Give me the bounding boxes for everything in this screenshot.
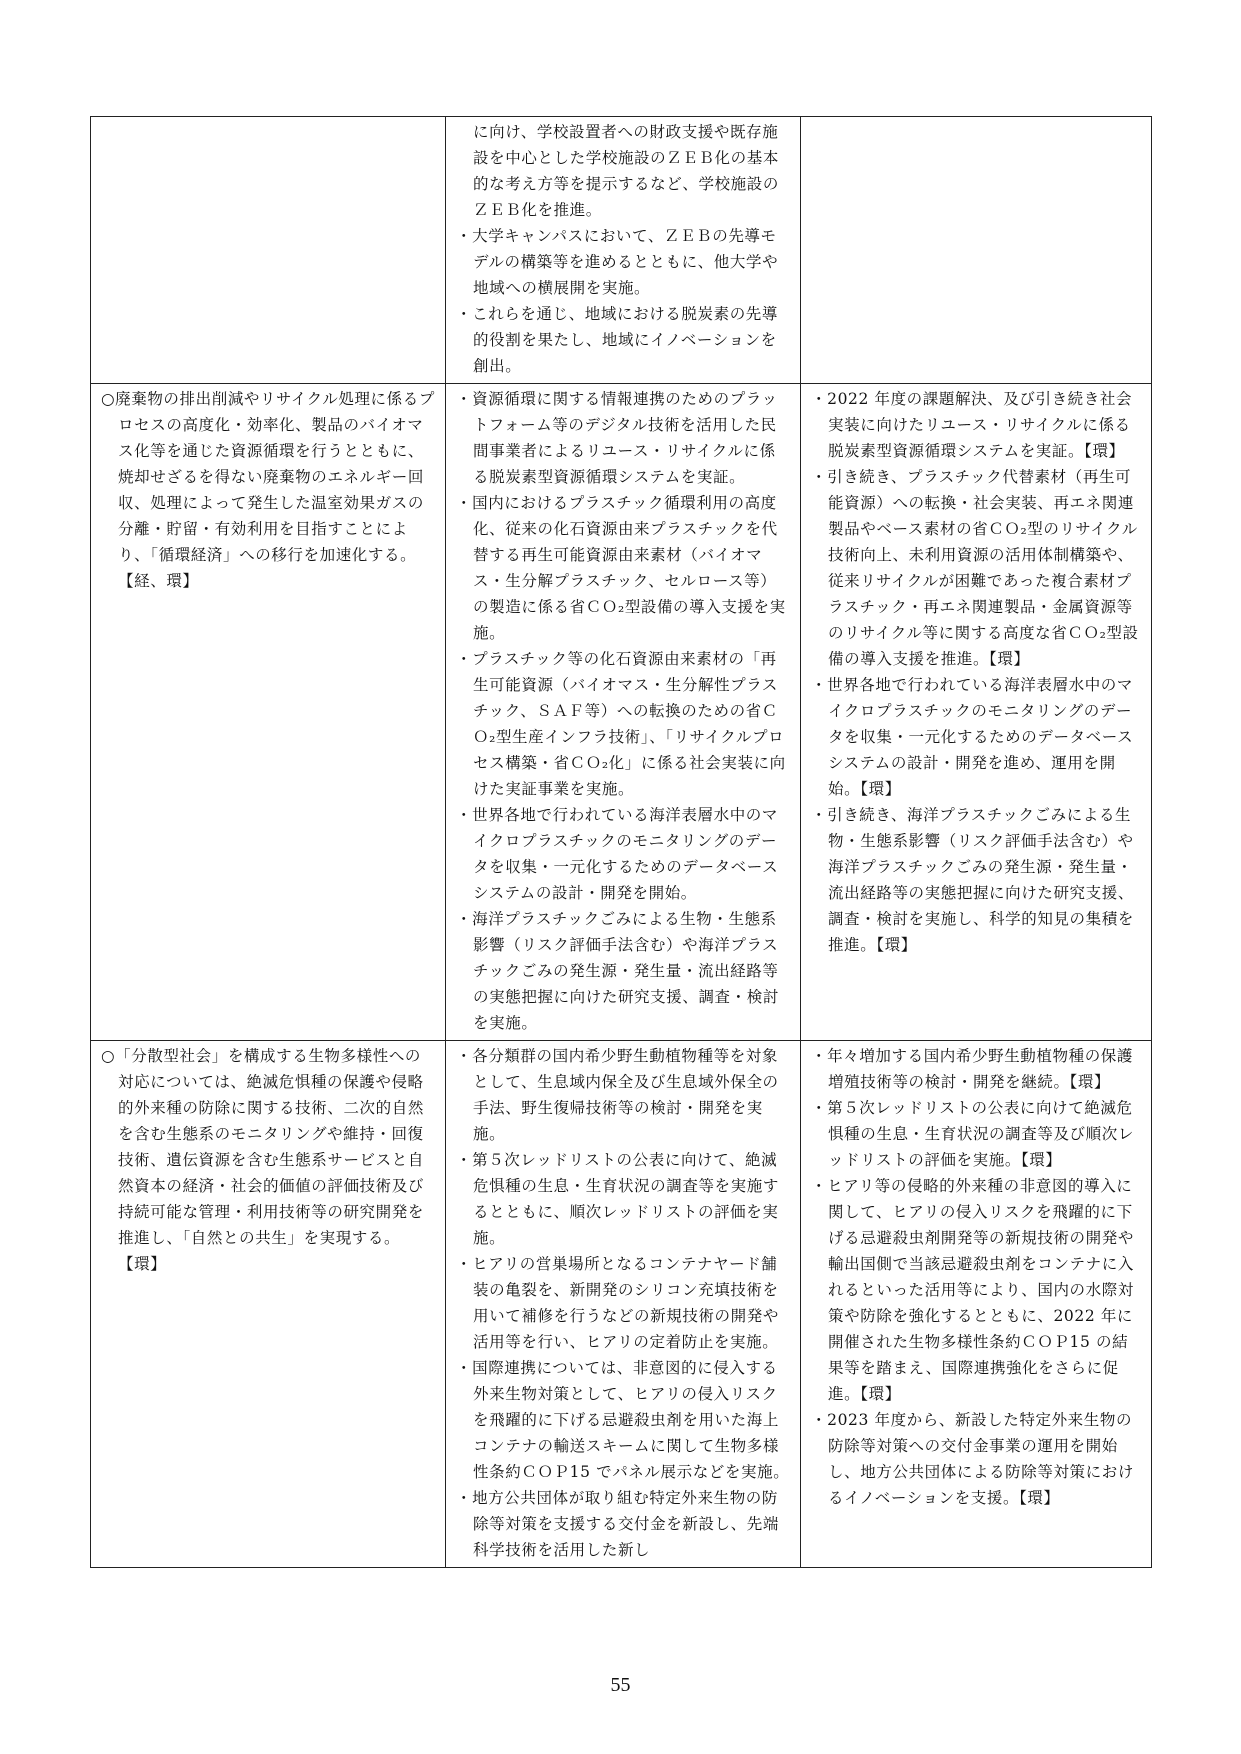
actions-cell — [446, 384, 801, 1041]
list-item: ・プラスチック等の化石資源由来素材の「再生可能資源（バイオマス・生分解性プラスチック、ＳＡＦ等）への転換のための省ＣＯ₂型生産インフラ技術」、「リサイクルプロセス構築・省ＣＯ₂化」に係る社会実装に向けた実証事業を実施。 — [456, 650, 786, 798]
goal-cell — [91, 117, 446, 384]
table-row — [91, 384, 1152, 1041]
actions-cell — [446, 1041, 801, 1568]
list-item: ・大学キャンパスにおいて、ＺＥＢの先導モデルの構築等を進めるとともに、他大学や地域への横展開を実施。 — [456, 227, 779, 297]
plans-cell — [801, 117, 1152, 384]
goal-cell — [91, 1041, 446, 1568]
list-item: ・2023 年度から、新設した特定外来生物の防除等対策への交付金事業の運用を開始し、地方公共団体による防除等対策におけるイノベーションを支援。【環】 — [811, 1411, 1134, 1507]
table-row — [91, 117, 1152, 384]
table-row — [91, 1041, 1152, 1568]
list-item: ・2022 年度の課題解決、及び引き続き社会実装に向けたリユース・リサイクルに係る脱炭素型資源循環システムを実証。【環】 — [811, 390, 1133, 460]
goal-text: ○廃棄物の排出削減やリサイクル処理に係るプロセスの高度化・効率化、製品のバイオマス化等を通じた資源循環を行うとともに、焼却せざるを得ない廃棄物のエネルギー回収、処理によって発生した温室効果ガスの分離・貯留・有効利用を目指すことにより、「循環経済」への移行を加速化する。【経、環】 — [101, 390, 435, 590]
page-number: 55 — [610, 1674, 631, 1696]
plans-cell — [801, 1041, 1152, 1568]
list-item: ・引き続き、プラスチック代替素材（再生可能資源）への転換・社会実装、再エネ関連製品やベース素材の省ＣＯ₂型のリサイクル技術向上、未利用資源の活用体制構築や、従来リサイクルが困難であった複合素材プラスチック・再エネ関連製品・金属資源等のリサイクル等に関する高度な省ＣＯ₂型設備の導入支援を推進。【環】 — [811, 468, 1139, 668]
list-item: ・世界各地で行われている海洋表層水中のマイクロプラスチックのモニタリングのデータを収集・一元化するためのデータベースシステムの設計・開発を進め、運用を開始。【環】 — [811, 676, 1134, 798]
list-item: ・第５次レッドリストの公表に向けて、絶滅危惧種の生息・生育状況の調査等を実施するとともに、順次レッドリストの評価を実施。 — [456, 1151, 779, 1247]
list-item: ・国内におけるプラスチック循環利用の高度化、従来の化石資源由来プラスチックを代替する再生可能資源由来素材（バイオマス・生分解プラスチック、セルロース等）の製造に係る省ＣＯ₂型設備の導入支援を実施。 — [456, 494, 786, 642]
list-item: ・ヒアリの営巣場所となるコンテナヤード舗装の亀裂を、新開発のシリコン充填技術を用いて補修を行うなどの新規技術の開発や活用等を行い、ヒアリの定着防止を実施。 — [456, 1255, 779, 1351]
goal-cell — [91, 384, 446, 1041]
policy-table — [90, 116, 1152, 1568]
actions-cell — [446, 117, 801, 384]
list-item: ・引き続き、海洋プラスチックごみによる生物・生態系影響（リスク評価手法含む）や海洋プラスチックごみの発生源・発生量・流出経路等の実態把握に向けた研究支援、調査・検討を実施し、科学的知見の集積を推進。【環】 — [811, 806, 1134, 954]
list-item: に向け、学校設置者への財政支援や既存施設を中心とした学校施設のＺＥＢ化の基本的な考え方等を提示するなど、学校施設のＺＥＢ化を推進。 — [473, 123, 779, 219]
goal-text: ○「分散型社会」を構成する生物多様性への対応については、絶滅危惧種の保護や侵略的外来種の防除に関する技術、二次的自然を含む生態系のモニタリングや維持・回復技術、遺伝資源を含む生態系サービスと自然資本の経済・社会的価値の評価技術及び持続可能な管理・利用技術等の研究開発を推進し、「自然との共生」を実現する。 — [101, 1047, 424, 1247]
list-item: ・各分類群の国内希少野生動植物種等を対象として、生息域内保全及び生息域外保全の手法、野生復帰技術等の検討・開発を実施。 — [456, 1047, 779, 1143]
list-item: ・これらを通じ、地域における脱炭素の先導的役割を果たし、地域にイノベーションを創出。 — [456, 305, 779, 375]
list-item: ・国際連携については、非意図的に侵入する外来生物対策として、ヒアリの侵入リスクを飛躍的に下げる忌避殺虫剤を用いた海上コンテナの輸送スキームに関して生物多様性条約ＣＯＰ15 でパネル展示などを実施。 — [456, 1359, 790, 1481]
list-item: ・第５次レッドリストの公表に向けて絶滅危惧種の生息・生育状況の調査等及び順次レッドリストの評価を実施。【環】 — [811, 1099, 1134, 1169]
plans-cell — [801, 384, 1152, 1041]
list-item: ・年々増加する国内希少野生動植物種の保護増殖技術等の検討・開発を継続。【環】 — [811, 1047, 1134, 1091]
list-item: ・世界各地で行われている海洋表層水中のマイクロプラスチックのモニタリングのデータを収集・一元化するためのデータベースシステムの設計・開発を開始。 — [456, 806, 779, 902]
list-item: ・海洋プラスチックごみによる生物・生態系影響（リスク評価手法含む）や海洋プラスチックごみの発生源・発生量・流出経路等の実態把握に向けた研究支援、調査・検討を実施。 — [456, 910, 779, 1032]
list-item: ・ヒアリ等の侵略的外来種の非意図的導入に関して、ヒアリの侵入リスクを飛躍的に下げる忌避殺虫剤開発等の新規技術の開発や輸出国側で当該忌避殺虫剤をコンテナに入れるといった活用等により、国内の水際対策や防除を強化するとともに、2022 年に開催された生物多様性条約ＣＯＰ15 の結果等を踏まえ、国際連携強化をさらに促進。【環】 — [811, 1177, 1134, 1403]
goal-tag: 【環】 — [118, 1255, 167, 1273]
list-item: ・資源循環に関する情報連携のためのプラットフォーム等のデジタル技術を活用した民間事業者によるリユース・リサイクルに係る脱炭素型資源循環システムを実証。 — [456, 390, 778, 486]
list-item: ・地方公共団体が取り組む特定外来生物の防除等対策を支援する交付金を新設し、先端科学技術を活用した新し — [456, 1489, 779, 1559]
